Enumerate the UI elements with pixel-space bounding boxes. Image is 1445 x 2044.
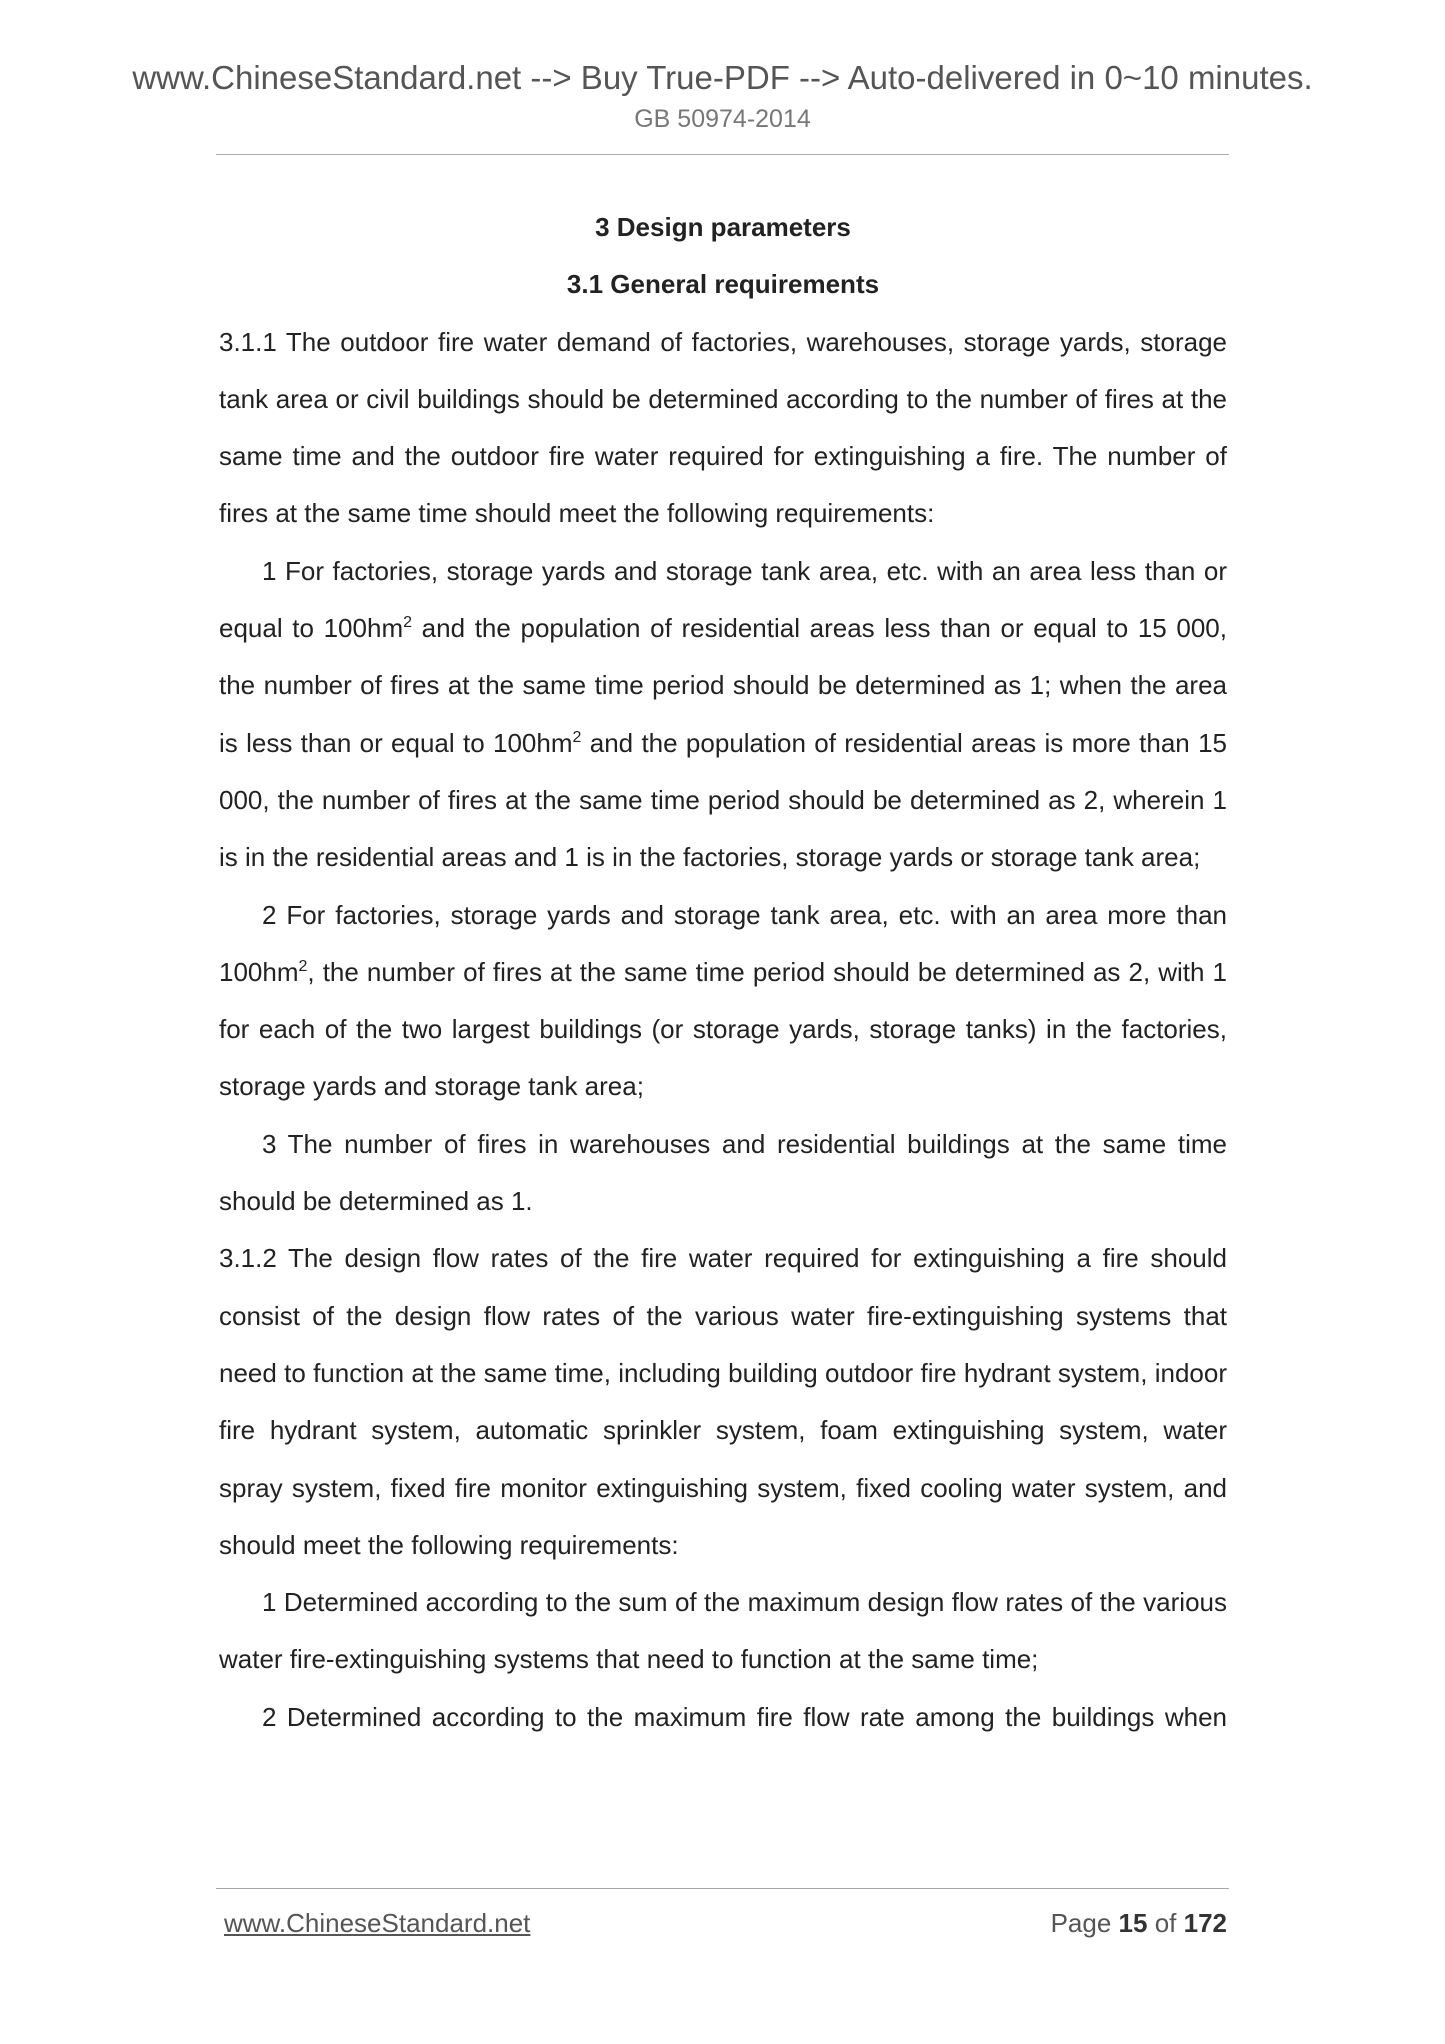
- clause-3-1-2: 3.1.2 The design flow rates of the fire water required for extinguishing a fire should consist of the design flow rates of the various water fire-extinguishing systems that need to function at the same time, including building outdoor fire hydrant system, indoor fire hydrant system, automatic sprinkler system, foam extinguishing system, water spray system, fixed fire monitor extinguishing system, fixed cooling water system, and should meet the following requirements:: [219, 1243, 1227, 1560]
- clause-3-1-1-item-1: [219, 543, 1227, 887]
- item-1-text-b: and the population of residential areas less than or equal to 15 000, the number of fires at the same time period should be determined as 1; when the area is less than or equal to 100hm: [219, 613, 1227, 758]
- subsection-title: 3.1 General requirements: [566, 269, 880, 300]
- page-counter: [1051, 1905, 1227, 1941]
- footer-website-link[interactable]: www.ChineseStandard.net: [224, 1908, 531, 1938]
- footer-divider: [216, 1888, 1229, 1889]
- superscript: 2: [572, 728, 582, 746]
- superscript: 2: [403, 614, 413, 632]
- clause-3-1-1-item-3: 3 The number of fires in warehouses and residential buildings at the same time should be determined as 1.: [219, 1128, 1227, 1217]
- superscript: 2: [298, 957, 308, 975]
- current-page: 15: [1118, 1908, 1148, 1938]
- clause-3-1-1-item-2: [219, 887, 1227, 1116]
- total-pages: 172: [1183, 1908, 1227, 1938]
- section-title: 3 Design parameters: [595, 212, 851, 242]
- item-1-text-c: and the population of residential areas is more than 15 000, the number of fires at the same time period should be determined as 2, wherein 1 is in the residential areas and 1 is in the factories, storage yards or storage tank area;: [219, 727, 1228, 873]
- banner-text: www.ChineseStandard.net --> Buy True-PDF --> Auto-delivered in 0~10 minutes.: [132, 59, 1313, 96]
- header-divider: [216, 154, 1229, 155]
- clause-3-1-1: 3.1.1 The outdoor fire water demand of factories, warehouses, storage yards, storage tank area or civil buildings should be determined according to the number of fires at the same time and the outdoor fire water required for extinguishing a fire. The number of fires at the same time should meet the following requirements:: [219, 326, 1227, 529]
- clause-3-1-2-item-2: 2 Determined according to the maximum fire flow rate among the buildings when: [262, 1701, 1227, 1732]
- standard-code: GB 50974-2014: [634, 105, 811, 133]
- document-body: [219, 199, 1227, 1746]
- item-2-text-a: 2 For factories, storage yards and storage tank area, etc. with an area more than 100hm: [219, 899, 1227, 987]
- page-of: of: [1154, 1908, 1177, 1938]
- item-2-text-b: , the number of fires at the same time period should be determined as 2, with 1 for each of the two largest buildings (or storage yards, storage tanks) in the factories, storage yards and storage tank area;: [219, 956, 1227, 1102]
- clause-3-1-2-item-1: 1 Determined according to the sum of the maximum design flow rates of the various water fire-extinguishing systems that need to function at the same time;: [219, 1587, 1227, 1675]
- page-word: Page: [1050, 1908, 1112, 1938]
- item-1-text-a: 1 For factories, storage yards and storage tank area, etc. with an area less than or equal to 100hm: [219, 555, 1227, 644]
